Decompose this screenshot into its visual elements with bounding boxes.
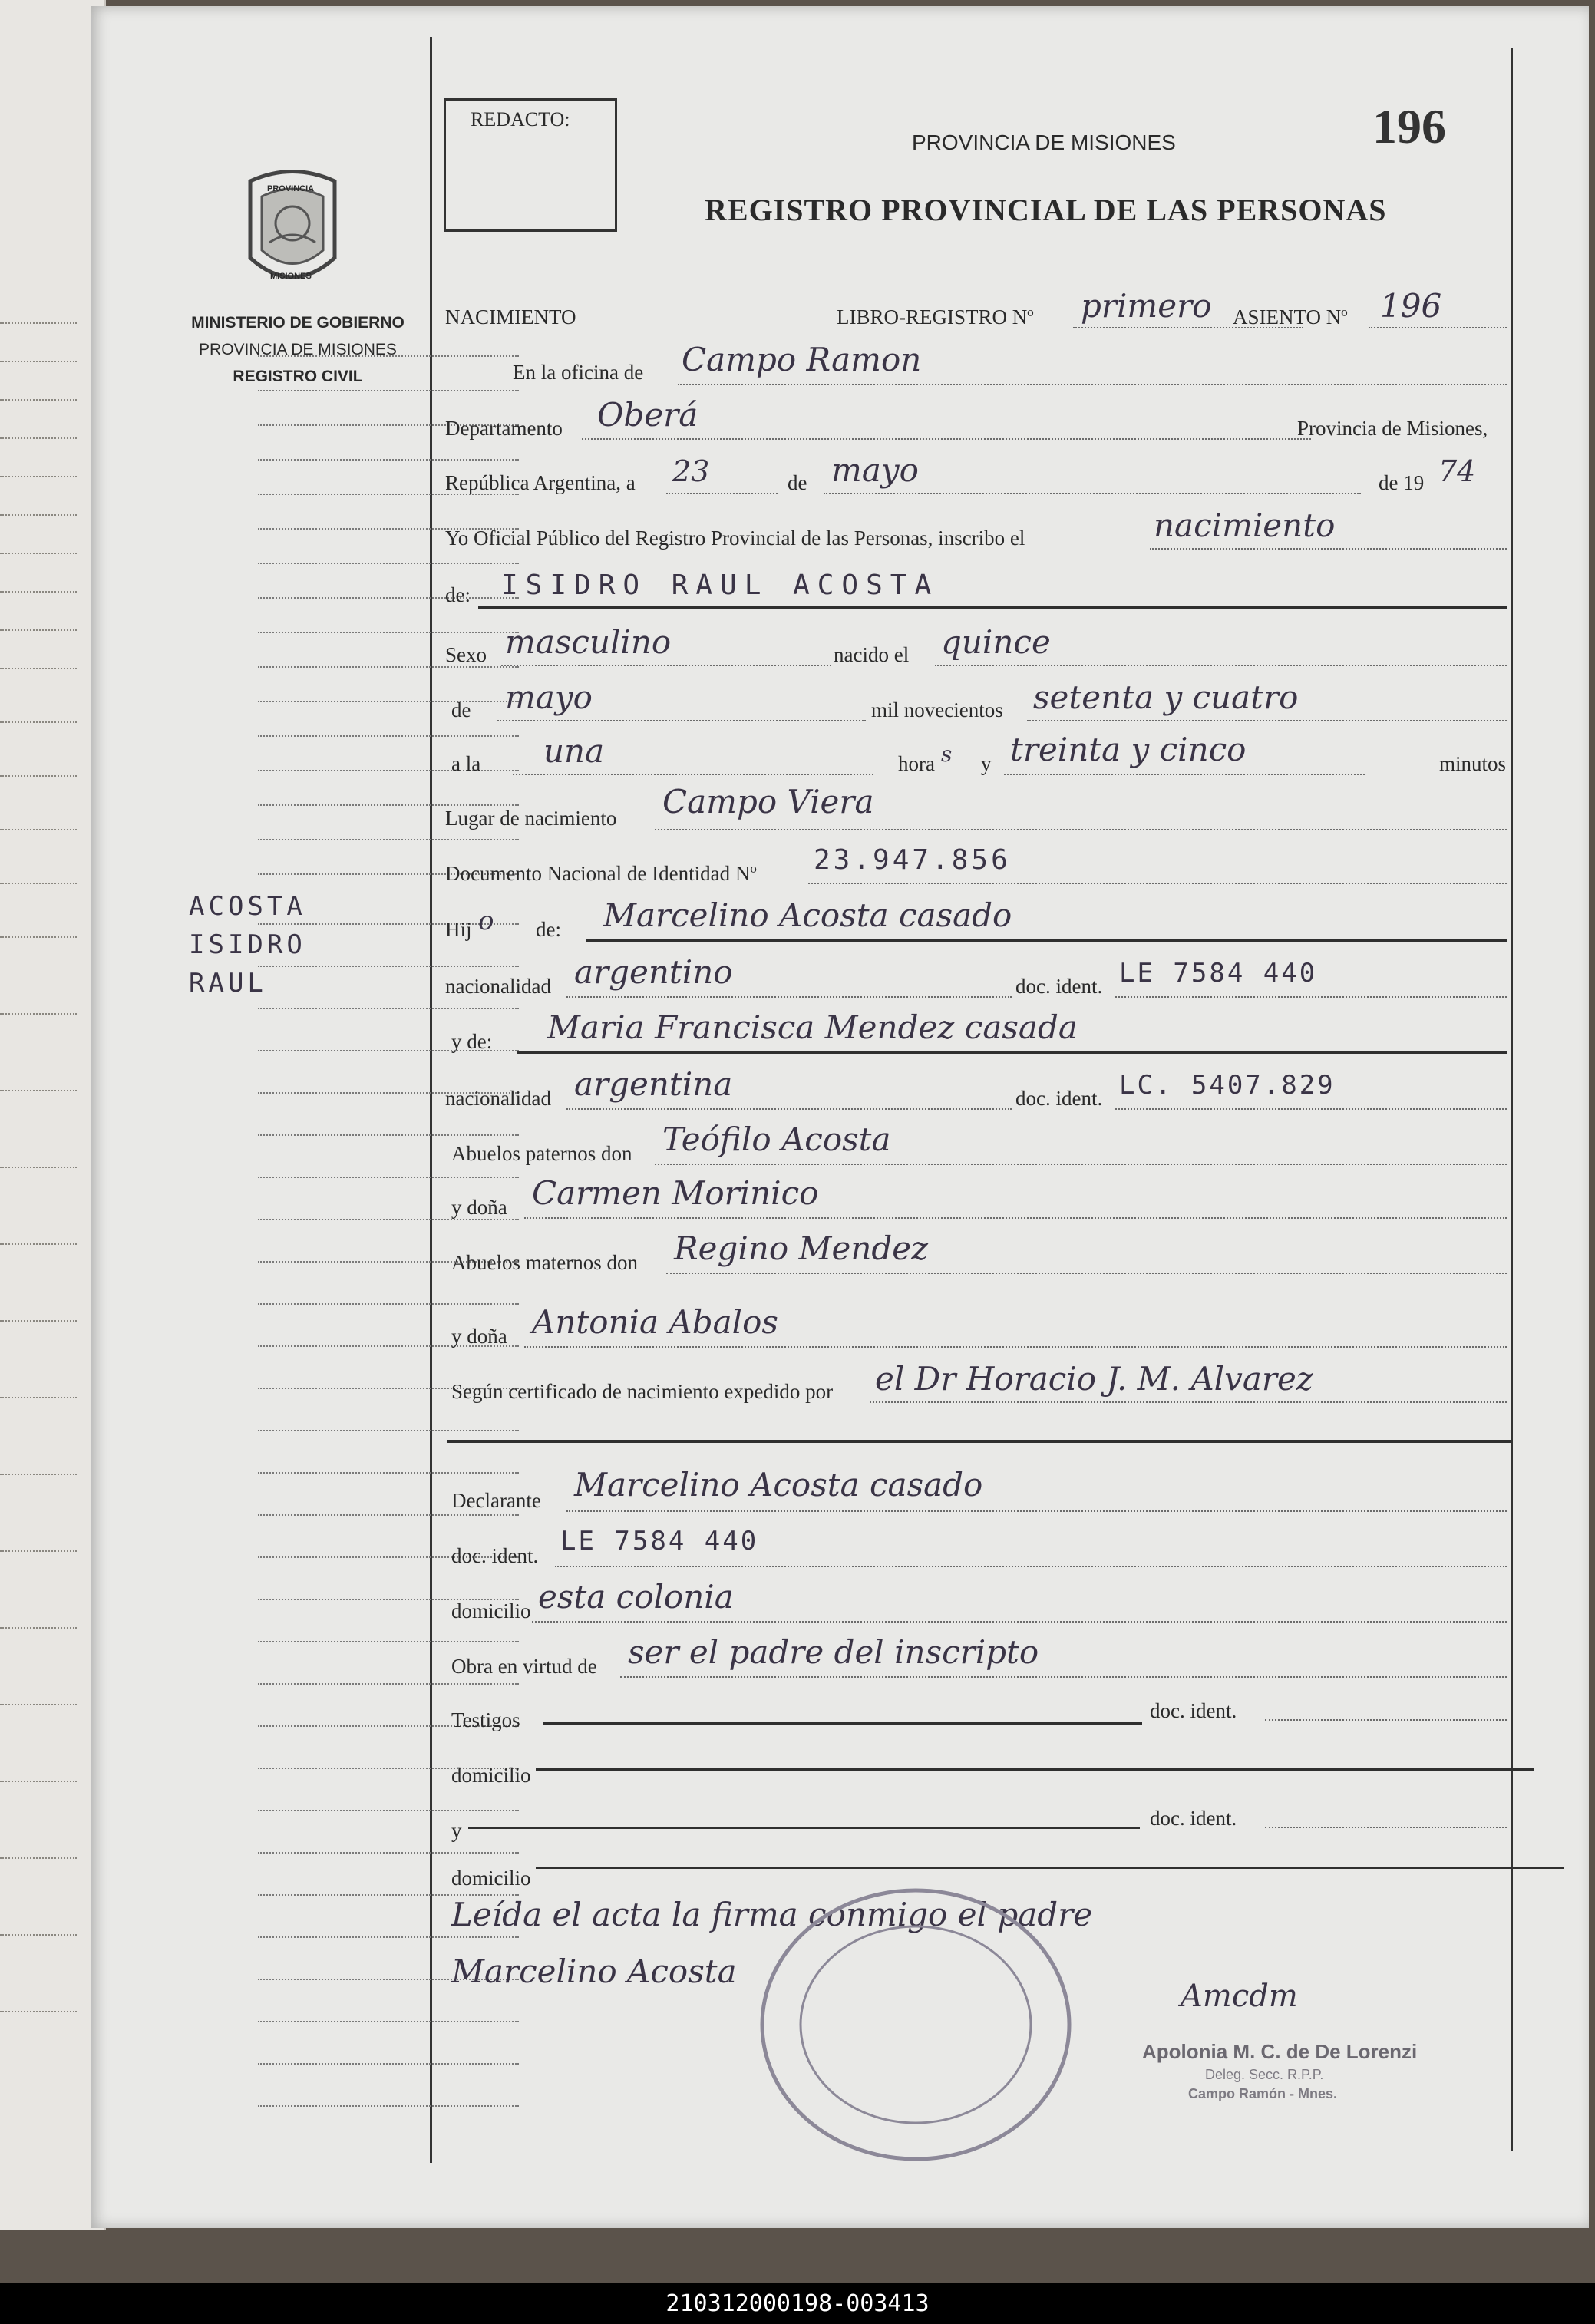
segun-label: Según certificado de nacimiento expedido por <box>451 1380 834 1403</box>
nacido-value: quince <box>941 623 1051 661</box>
ala-value: una <box>543 732 605 770</box>
abuelos-paternos-value: Teófilo Acosta <box>662 1121 891 1158</box>
padre-value: Marcelino Acosta casado <box>603 896 1012 934</box>
mil-label: mil novecientos <box>871 698 1003 721</box>
sexo-label: Sexo <box>445 643 487 666</box>
ministry-block <box>167 309 428 390</box>
month-de-label: de <box>788 471 807 494</box>
declarante-label: Declarante <box>451 1489 541 1512</box>
dni-value: 23.947.856 <box>814 844 1011 876</box>
registry-heading: REGISTRO PROVINCIAL DE LAS PERSONAS <box>705 193 1387 227</box>
name-de-label: de: <box>445 583 471 606</box>
ala-label: a la <box>451 752 481 775</box>
mil-value: setenta y cuatro <box>1033 678 1299 716</box>
image-id-footer: 210312000198-003413 <box>0 2283 1595 2324</box>
doc-padre-value: LE 7584 440 <box>1119 958 1318 989</box>
asiento-label: ASIENTO Nº <box>1233 305 1348 328</box>
obra-label: Obra en virtud de <box>451 1655 597 1678</box>
declarante-doc-value: LE 7584 440 <box>560 1526 759 1556</box>
oficina-value: Campo Ramon <box>682 341 922 378</box>
nacionalidad-madre-value: argentina <box>574 1065 733 1103</box>
oficial-value: nacimiento <box>1154 507 1336 544</box>
month-value: mayo <box>831 451 919 489</box>
lugar-value: Campo Viera <box>662 783 874 820</box>
nacimiento-label: NACIMIENTO <box>445 305 576 328</box>
official-signature: Amcdm <box>1181 1979 1298 2014</box>
dni-label: Documento Nacional de Identidad Nº <box>445 862 757 885</box>
oficial-label: Yo Oficial Público del Registro Provincial de las Personas, inscribo el <box>445 527 1025 550</box>
margin-second-name: RAUL <box>189 968 267 999</box>
sexo-value: masculino <box>505 623 672 661</box>
official-stamp-name: Apolonia M. C. de De Lorenzi <box>1142 2040 1418 2063</box>
seal-bottom-text: MISIONES <box>270 272 312 281</box>
minutos-label: minutos <box>1439 752 1507 775</box>
madre-de-label: y de: <box>451 1030 493 1053</box>
declarante-domicilio-label: domicilio <box>451 1599 531 1623</box>
obra-value: ser el padre del inscripto <box>628 1633 1039 1671</box>
hora-suffix: s <box>941 741 953 767</box>
minutos-value: treinta y cinco <box>1010 731 1247 768</box>
doc-madre-label: doc. ident. <box>1015 1087 1103 1110</box>
hora-label: hora <box>898 752 935 775</box>
birth-month-value: mayo <box>505 678 593 716</box>
provincia-label: Provincia de Misiones, <box>1297 417 1488 440</box>
testigo2-doc-label: doc. ident. <box>1150 1807 1237 1830</box>
nacionalidad-padre-label: nacionalidad <box>445 975 551 998</box>
margin-name-block <box>189 887 306 1002</box>
form-right-border <box>1511 48 1513 2151</box>
padre-firma: Marcelino Acosta <box>451 1953 737 1990</box>
oficina-label: En la oficina de <box>513 361 644 384</box>
official-oval-stamp <box>751 1879 1081 2170</box>
margin-surname: ACOSTA <box>189 891 306 922</box>
y-label: y <box>981 752 992 775</box>
leida-note: Leída el acta la firma conmigo el padre <box>451 1896 1093 1933</box>
birth-month-de-label: de <box>451 698 471 721</box>
redacto-label: REDACTO: <box>471 108 570 130</box>
document-page <box>91 6 1589 2228</box>
nacido-label: nacido el <box>834 643 910 666</box>
hijo-suffix: o <box>478 906 494 936</box>
year-label: de 19 <box>1379 471 1425 494</box>
page-number: 196 <box>1372 99 1446 154</box>
segun-value: el Dr Horacio J. M. Alvarez <box>875 1360 1313 1398</box>
registered-name: ISIDRO RAUL ACOSTA <box>501 569 939 601</box>
testigo2-y-label: y <box>451 1819 462 1842</box>
day-value: 23 <box>672 454 710 488</box>
departamento-label: Departamento <box>445 417 563 440</box>
ministry-line-2: PROVINCIA DE MISIONES <box>199 341 397 358</box>
testigo2-domicilio-label: domicilio <box>451 1867 531 1890</box>
seal-top-text: PROVINCIA <box>267 184 315 193</box>
madre-value: Maria Francisca Mendez casada <box>547 1008 1078 1046</box>
year-value: 74 <box>1438 454 1476 488</box>
nacionalidad-padre-value: argentino <box>574 953 733 991</box>
testigos-label: Testigos <box>451 1708 520 1731</box>
province-heading: PROVINCIA DE MISIONES <box>912 130 1176 154</box>
hijo-de-label: de: <box>536 918 561 941</box>
libro-value: primero <box>1081 287 1212 325</box>
doc-madre-value: LC. 5407.829 <box>1119 1070 1336 1101</box>
republica-label: República Argentina, a <box>445 471 636 494</box>
abuela-paterna-label: y doña <box>451 1196 507 1219</box>
abuelos-maternos-value: Regino Mendez <box>674 1230 929 1267</box>
lugar-label: Lugar de nacimiento <box>445 807 617 830</box>
abuela-paterna-value: Carmen Morinico <box>532 1174 819 1212</box>
libro-label: LIBRO-REGISTRO Nº <box>837 305 1034 328</box>
margin-first-name: ISIDRO <box>189 929 306 960</box>
abuela-materna-value: Antonia Abalos <box>532 1303 778 1341</box>
coat-of-arms-seal <box>235 166 350 296</box>
declarante-domicilio-value: esta colonia <box>538 1578 734 1616</box>
official-stamp-line3: Campo Ramón - Mnes. <box>1188 2086 1338 2101</box>
declarante-doc-label: doc. ident. <box>451 1544 539 1567</box>
testigo1-doc-label: doc. ident. <box>1150 1699 1237 1722</box>
ministry-line-3: REGISTRO CIVIL <box>233 368 363 385</box>
abuelos-paternos-label: Abuelos paternos don <box>451 1142 632 1165</box>
redacto-box <box>444 98 617 232</box>
hijo-label: Hij <box>445 918 472 941</box>
declarante-value: Marcelino Acosta casado <box>574 1466 983 1504</box>
asiento-value: 196 <box>1380 287 1442 325</box>
official-stamp-line2: Deleg. Secc. R.P.P. <box>1205 2067 1324 2082</box>
testigo1-domicilio-label: domicilio <box>451 1764 531 1787</box>
nacionalidad-madre-label: nacionalidad <box>445 1087 551 1110</box>
doc-padre-label: doc. ident. <box>1015 975 1103 998</box>
abuelos-maternos-label: Abuelos maternos don <box>451 1251 638 1274</box>
departamento-value: Oberá <box>597 396 698 434</box>
ministry-line-1: MINISTERIO DE GOBIERNO <box>191 314 405 332</box>
abuela-materna-label: y doña <box>451 1325 507 1348</box>
